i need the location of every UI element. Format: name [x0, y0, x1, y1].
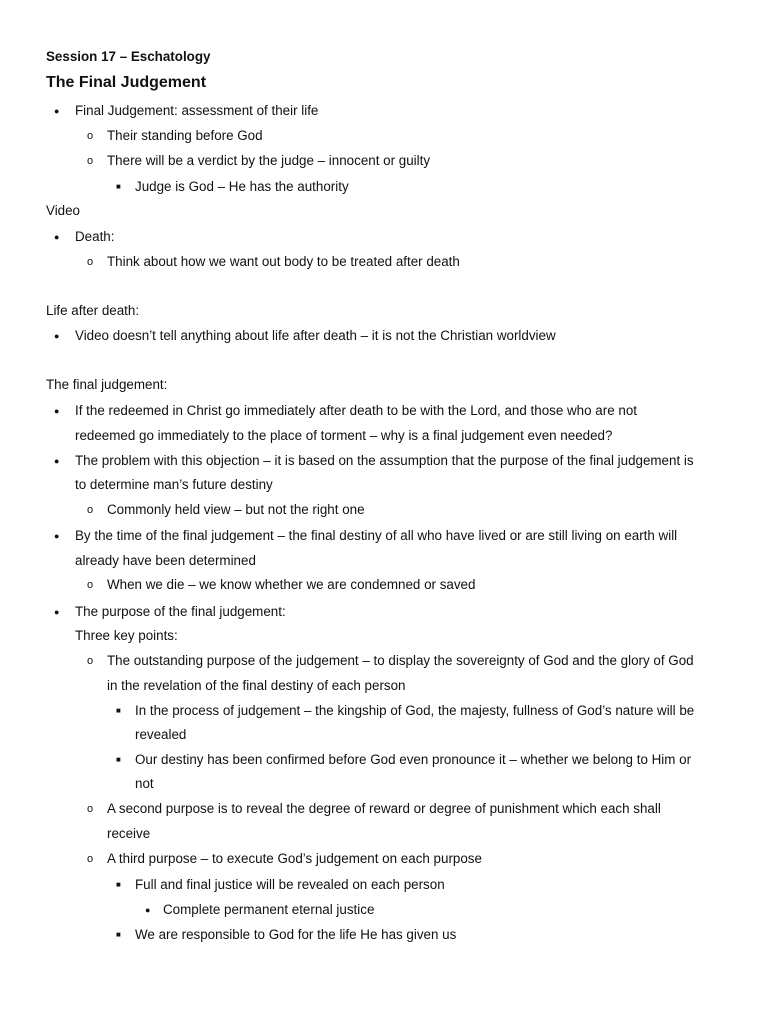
bullet-icon: ● — [54, 531, 60, 541]
circle-bullet-icon: o — [87, 579, 94, 591]
square-bullet-icon: ■ — [116, 182, 121, 191]
circle-bullet-icon: o — [87, 803, 94, 815]
square-bullet-icon: ■ — [116, 930, 121, 939]
square-bullet-icon: ■ — [116, 706, 121, 715]
document-page: Session 17 – Eschatology The Final Judgement ● Final Judgement: assessment of their life o Their standing before God o There will be a verdict by the judge – innocent or guilty ■ Judge is God – He has the authority Video ● Death: o Think about how we want out body to be treated after death Life after death: ● Video doesn’t tell anything about life after death – it is not the Christian worldview The final judgement: ● If the redeemed in Christ go immediately after death to be with the Lord, and those who are not redeemed go immediately to the place of torment – why is a final judgement even needed? ● The problem with this objection – it is based on the assumption that the purpose of the final judgement is to determine man’s future destiny o Commonly held view – but not the right one ● By the time of the final judgement – the final destiny of all who have lived or are still living on earth will already have been determined o When we die – we know whether we are condemned or saved ● The purpose of the final judgement: Three key points: o The outstanding purpose of the judgement – to display the sovereignty of God and the glory of God in the revelation of the final destiny of each person ■ In the process of judgement – the kingship of God, the majesty, fullness of God’s nature will be revealed ■ Our destiny has been confirmed before God even pronounce it – whether we belong to Him or not o A second purpose is to reveal the degree of reward or degree of punishment which each shall receive o A third purpose – to execute God’s judgement on each purpose ■ Full and final justice will be revealed on each person ● Complete permanent eternal justice ■ We are responsible to God for the life He has given us — [46, 49, 695, 942]
circle-bullet-icon: o — [87, 504, 94, 516]
bullet-icon: ● — [145, 905, 151, 915]
circle-bullet-icon: o — [87, 853, 94, 865]
square-bullet-icon: ■ — [116, 880, 121, 889]
bullet-icon: ● — [54, 607, 60, 617]
bullet-icon: ● — [54, 106, 60, 116]
bullet-icon: ● — [54, 331, 60, 341]
circle-bullet-icon: o — [87, 655, 94, 667]
circle-bullet-icon: o — [87, 155, 94, 167]
bullet-icon: ● — [54, 406, 60, 416]
bullet-icon: ● — [54, 232, 60, 242]
bullet-icon: ● — [54, 456, 60, 466]
circle-bullet-icon: o — [87, 256, 94, 268]
circle-bullet-icon: o — [87, 130, 94, 142]
square-bullet-icon: ■ — [116, 755, 121, 764]
